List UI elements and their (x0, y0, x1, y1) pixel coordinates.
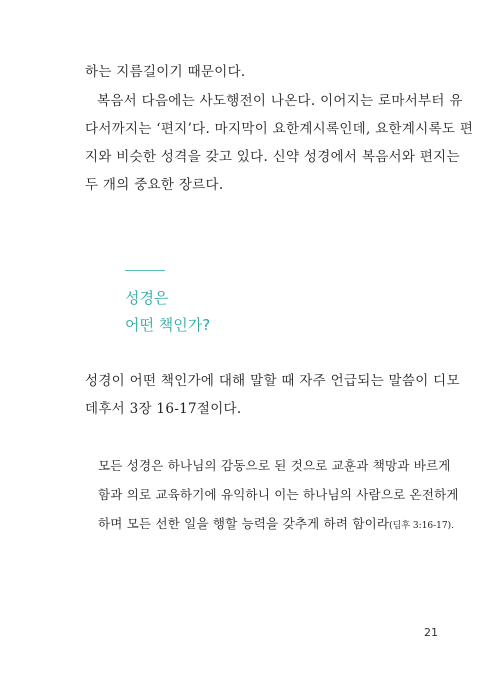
paragraph-3-line-2: 데후서 3장 16-17절이다. (85, 401, 242, 417)
quote-line-2: 함과 의로 교육하기에 유익하니 이는 하나님의 사람으로 온전하게 (98, 487, 459, 502)
quote-line-1: 모든 성경은 하나님의 감동으로 된 것으로 교훈과 책망과 바르게 (98, 458, 451, 473)
section-heading-line-2: 어떤 책인가? (125, 316, 211, 334)
paragraph-1-line-1: 하는 지름길이기 때문이다. (85, 64, 246, 80)
paragraph-3-line-1: 성경이 어떤 책인가에 대해 말할 때 자주 언급되는 말씀이 디모 (85, 373, 460, 389)
quote-line-3-text: 하며 모든 선한 일을 행할 능력을 갖추게 하려 함이라 (98, 516, 390, 531)
section-heading-rule (125, 270, 165, 271)
section-heading-line-1: 성경은 (125, 289, 169, 307)
quote-reference: (딤후 3:16-17). (389, 521, 455, 531)
paragraph-2-line-4: 두 개의 중요한 장르다. (85, 177, 224, 193)
quote-line-3 (98, 518, 454, 531)
paragraph-2-line-1: 복음서 다음에는 사도행전이 나온다. 이어지는 로마서부터 유 (97, 93, 463, 109)
paragraph-2-line-2: 다서까지는 ‘편지’다. 마지막이 요한계시록인데, 요한계시록도 편 (85, 121, 474, 137)
page-number: 21 (424, 626, 438, 639)
paragraph-2-line-3: 지와 비슷한 성격을 갖고 있다. 신약 성경에서 복음서와 편지는 (85, 149, 460, 165)
